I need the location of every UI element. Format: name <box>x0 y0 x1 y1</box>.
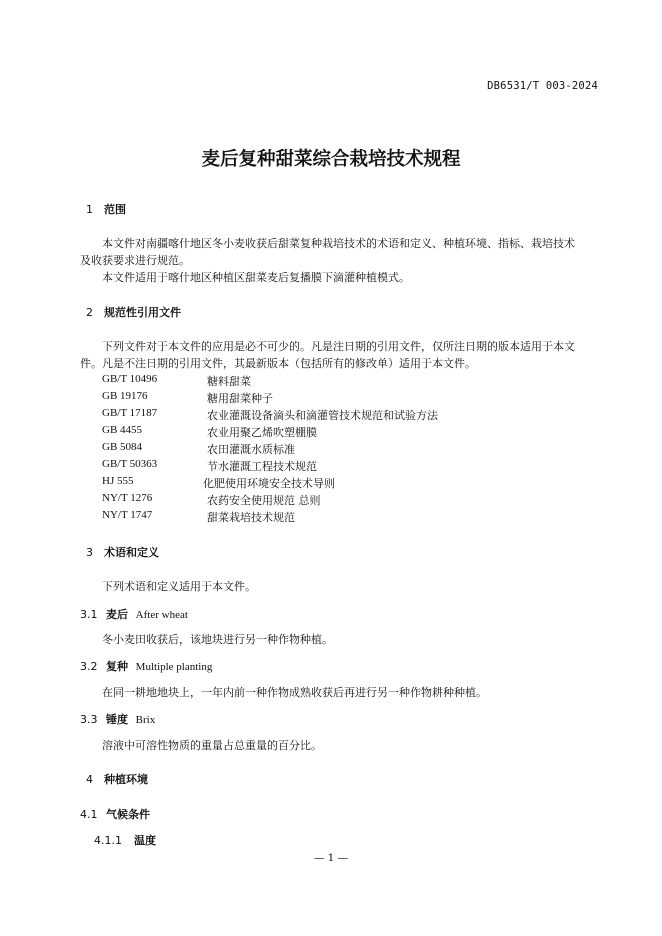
section-number: 1 <box>86 203 93 216</box>
section-title: 范围 <box>104 203 126 216</box>
section-number: 2 <box>86 306 93 319</box>
term-english: Brix <box>135 714 156 726</box>
term-number: 3.1 <box>80 608 98 621</box>
term-definition: 溶液中可溶性物质的重量占总重量的百分比。 <box>102 739 322 752</box>
term-english: Multiple planting <box>135 661 213 673</box>
section-number: 4 <box>86 773 93 786</box>
term-number: 3.3 <box>80 713 98 726</box>
section-number: 3 <box>86 546 93 559</box>
reference-code: GB/T 10496 <box>102 373 158 385</box>
subsection-4-1-heading <box>80 806 150 822</box>
reference-title: 糖用甜菜种子 <box>207 392 273 405</box>
subsection-4-1-1-heading <box>94 832 156 848</box>
paragraph-line: 下列文件对于本文件的应用是必不可少的。凡是注日期的引用文件，仅所注日期的版本适用于本文 <box>102 340 575 353</box>
reference-code: HJ 555 <box>102 475 134 487</box>
reference-code: GB 19176 <box>102 390 148 402</box>
term-number: 3.2 <box>80 660 98 673</box>
paragraph-line: 件。凡是不注日期的引用文件，其最新版本（包括所有的修改单）适用于本文件。 <box>80 357 476 370</box>
term-definition: 冬小麦田收获后，该地块进行另一种作物种植。 <box>102 633 333 646</box>
term-heading <box>80 711 155 727</box>
reference-title: 农田灌溉水质标准 <box>207 443 295 456</box>
reference-title: 农药安全使用规范 总则 <box>207 494 321 507</box>
reference-code: GB 4455 <box>102 424 143 436</box>
paragraph-line: 本文件对南疆喀什地区冬小麦收获后甜菜复种栽培技术的术语和定义、种植环境、指标、栽培技术 <box>102 237 575 250</box>
paragraph-line: 及收获要求进行规范。 <box>80 254 190 267</box>
section-title: 规范性引用文件 <box>104 306 181 319</box>
reference-title: 糖料甜菜 <box>207 375 251 388</box>
subsection-title: 气候条件 <box>106 808 150 821</box>
reference-title: 甜菜栽培技术规范 <box>207 511 295 524</box>
term-definition: 在同一耕地地块上，一年内前一种作物成熟收获后再进行另一种作物耕种种植。 <box>102 686 487 699</box>
reference-title: 农业灌溉设备滴头和滴灌管技术规范和试验方法 <box>207 409 438 422</box>
term-name: 复种 <box>106 660 128 673</box>
paragraph-line: 下列术语和定义适用于本文件。 <box>102 580 256 593</box>
term-english: After wheat <box>135 609 188 621</box>
term-heading <box>80 606 188 622</box>
section-title: 术语和定义 <box>104 546 159 559</box>
reference-title: 化肥使用环境安全技术导则 <box>203 477 335 490</box>
reference-title: 节水灌溉工程技术规范 <box>207 460 317 473</box>
page-number: — 1 — <box>313 852 349 864</box>
reference-code: GB/T 50363 <box>102 458 158 470</box>
section-4-heading <box>86 771 148 787</box>
document-title: 麦后复种甜菜综合栽培技术规程 <box>201 149 461 170</box>
reference-code: NY/T 1747 <box>102 509 153 521</box>
reference-code: GB/T 17187 <box>102 407 158 419</box>
subsection-title: 温度 <box>134 834 156 847</box>
reference-title: 农业用聚乙烯吹塑棚膜 <box>207 426 317 439</box>
section-2-heading <box>86 304 181 320</box>
term-heading <box>80 658 212 674</box>
subsection-number: 4.1 <box>80 808 98 821</box>
term-name: 锤度 <box>106 713 128 726</box>
section-title: 种植环境 <box>104 773 148 786</box>
section-3-heading <box>86 544 159 560</box>
term-name: 麦后 <box>106 608 128 621</box>
paragraph-line: 本文件适用于喀什地区种植区甜菜麦后复播膜下滴灌种植模式。 <box>102 271 410 284</box>
document-number: DB6531/T 003-2024 <box>487 80 598 92</box>
reference-code: GB 5084 <box>102 441 143 453</box>
reference-code: NY/T 1276 <box>102 492 153 504</box>
section-1-heading <box>86 201 126 217</box>
subsection-number: 4.1.1 <box>94 834 122 847</box>
